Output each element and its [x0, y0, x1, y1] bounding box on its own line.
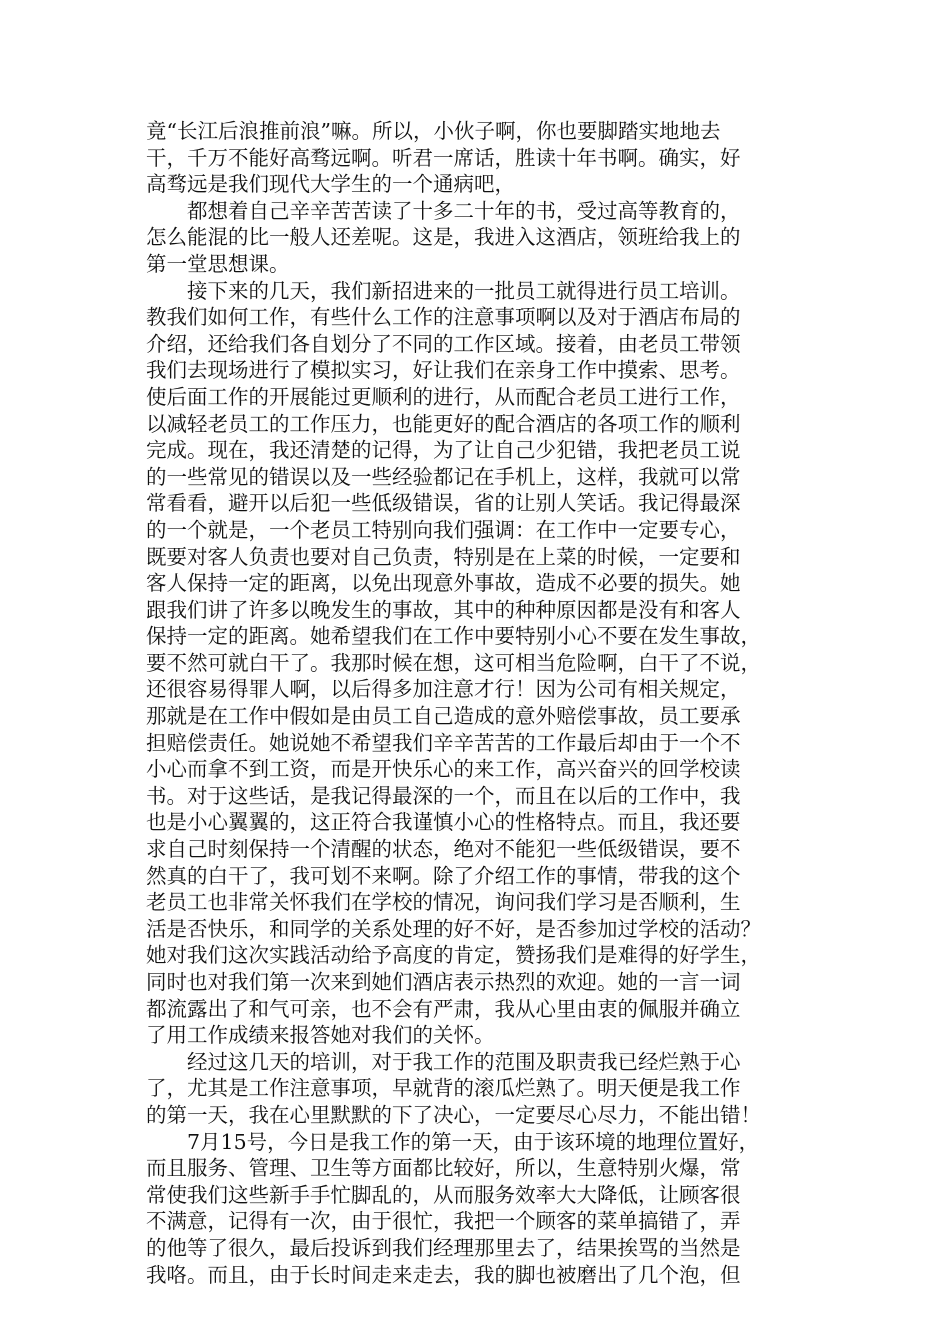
text-line: 接下来的几天，我们新招进来的一批员工就得进行员工培训。 — [187, 278, 741, 303]
text-line: 的他等了很久，最后投诉到我们经理那里去了，结果挨骂的当然是 — [146, 1235, 741, 1260]
text-line: 常看看，避开以后犯一些低级错误，省的让别人笑话。我记得最深 — [146, 491, 741, 516]
text-line: 既要对客人负责也要对自己负责，特别是在上菜的时候，一定要和 — [146, 544, 741, 569]
text-line: 我咯。而且，由于长时间走来走去，我的脚也被磨出了几个泡，但 — [146, 1262, 741, 1287]
text-line: 而且服务、管理、卫生等方面都比较好，所以，生意特别火爆，常 — [146, 1156, 741, 1181]
text-line: 常使我们这些新手手忙脚乱的，从而服务效率大大降低，让顾客很 — [146, 1182, 741, 1207]
text-line: 教我们如何工作，有些什么工作的注意事项啊以及对于酒店布局的 — [146, 305, 741, 330]
text-line: 完成。现在，我还清楚的记得，为了让自己少犯错，我把老员工说 — [146, 438, 741, 463]
text-line: 还很容易得罪人啊，以后得多加注意才行！因为公司有相关规定， — [146, 677, 741, 702]
text-line: 她对我们这次实践活动给予高度的肯定，赞扬我们是难得的好学生， — [146, 943, 761, 968]
text-line: 怎么能混的比一般人还差呢。这是，我进入这酒店，领班给我上的 — [146, 225, 741, 250]
text-line: 求自己时刻保持一个清醒的状态，绝对不能犯一些低级错误，要不 — [146, 837, 741, 862]
text-line: 的一个就是，一个老员工特别向我们强调：在工作中一定要专心， — [146, 517, 741, 542]
text-line: 然真的白干了，我可划不来啊。除了介绍工作的事情，带我的这个 — [146, 863, 741, 888]
text-line: 保持一定的距离。她希望我们在工作中要特别小心不要在发生事故， — [146, 624, 761, 649]
text-line: 我们去现场进行了模拟实习，好让我们在亲身工作中摸索、思考。 — [146, 358, 741, 383]
text-line: 的第一天，我在心里默默的下了决心，一定要尽心尽力，不能出错！ — [146, 1102, 761, 1127]
text-line: 活是否快乐，和同学的关系处理的好不好，是否参加过学校的活动？ — [146, 916, 761, 941]
text-line: 要不然可就白干了。我那时候在想，这可相当危险啊，白干了不说， — [146, 650, 761, 675]
text-line: 7月15号，今日是我工作的第一天，由于该环境的地理位置好， — [187, 1129, 760, 1154]
text-line: 都想着自己辛辛苦苦读了十多二十年的书，受过高等教育的， — [187, 198, 741, 223]
text-line: 担赔偿责任。她说她不希望我们辛辛苦苦的工作最后却由于一个不 — [146, 730, 741, 755]
text-line: 以减轻老员工的工作压力，也能更好的配合酒店的各项工作的顺利 — [146, 411, 741, 436]
text-line: 竟“长江后浪推前浪”嘛。所以，小伙子啊，你也要脚踏实地地去 — [146, 119, 721, 143]
text-line: 第一堂思想课。 — [146, 251, 290, 276]
text-line: 使后面工作的开展能过更顺利的进行，从而配合老员工进行工作， — [146, 384, 741, 409]
text-line: 干，千万不能好高骛远啊。听君一席话，胜读十年书啊。确实，好 — [146, 145, 741, 170]
text-line: 老员工也非常关怀我们在学校的情况，询问我们学习是否顺利，生 — [146, 890, 741, 915]
text-line: 也是小心翼翼的，这正符合我谨慎小心的性格特点。而且，我还要 — [146, 810, 741, 835]
text-line: 那就是在工作中假如是由员工自己造成的意外赔偿事故，员工要承 — [146, 704, 741, 729]
text-line: 客人保持一定的距离，以免出现意外事故，造成不必要的损失。她 — [146, 571, 741, 596]
text-line: 跟我们讲了许多以晚发生的事故，其中的种种原因都是没有和客人 — [146, 597, 741, 622]
text-line: 的一些常见的错误以及一些经验都记在手机上，这样，我就可以常 — [146, 464, 741, 489]
text-line: 小心而拿不到工资，而是开快乐心的来工作，高兴奋兴的回学校读 — [146, 757, 741, 782]
text-line: 不满意，记得有一次，由于很忙，我把一个顾客的菜单搞错了，弄 — [146, 1209, 741, 1234]
text-line: 书。对于这些话，是我记得最深的一个，而且在以后的工作中，我 — [146, 783, 741, 808]
text-line: 介绍，还给我们各自划分了不同的工作区域。接着，由老员工带领 — [146, 331, 741, 356]
body-text — [146, 118, 806, 1288]
text-line: 经过这几天的培训，对于我工作的范围及职责我已经烂熟于心 — [187, 1049, 741, 1074]
text-line: 高骛远是我们现代大学生的一个通病吧， — [146, 172, 515, 197]
text-line: 同时也对我们第一次来到她们酒店表示热烈的欢迎。她的一言一词 — [146, 970, 741, 994]
text-line: 都流露出了和气可亲，也不会有严肃，我从心里由衷的佩服并确立 — [146, 996, 741, 1021]
text-line: 了用工作成绩来报答她对我们的关怀。 — [146, 1023, 495, 1048]
text-line: 了，尤其是工作注意事项，早就背的滚瓜烂熟了。明天便是我工作 — [146, 1076, 741, 1101]
